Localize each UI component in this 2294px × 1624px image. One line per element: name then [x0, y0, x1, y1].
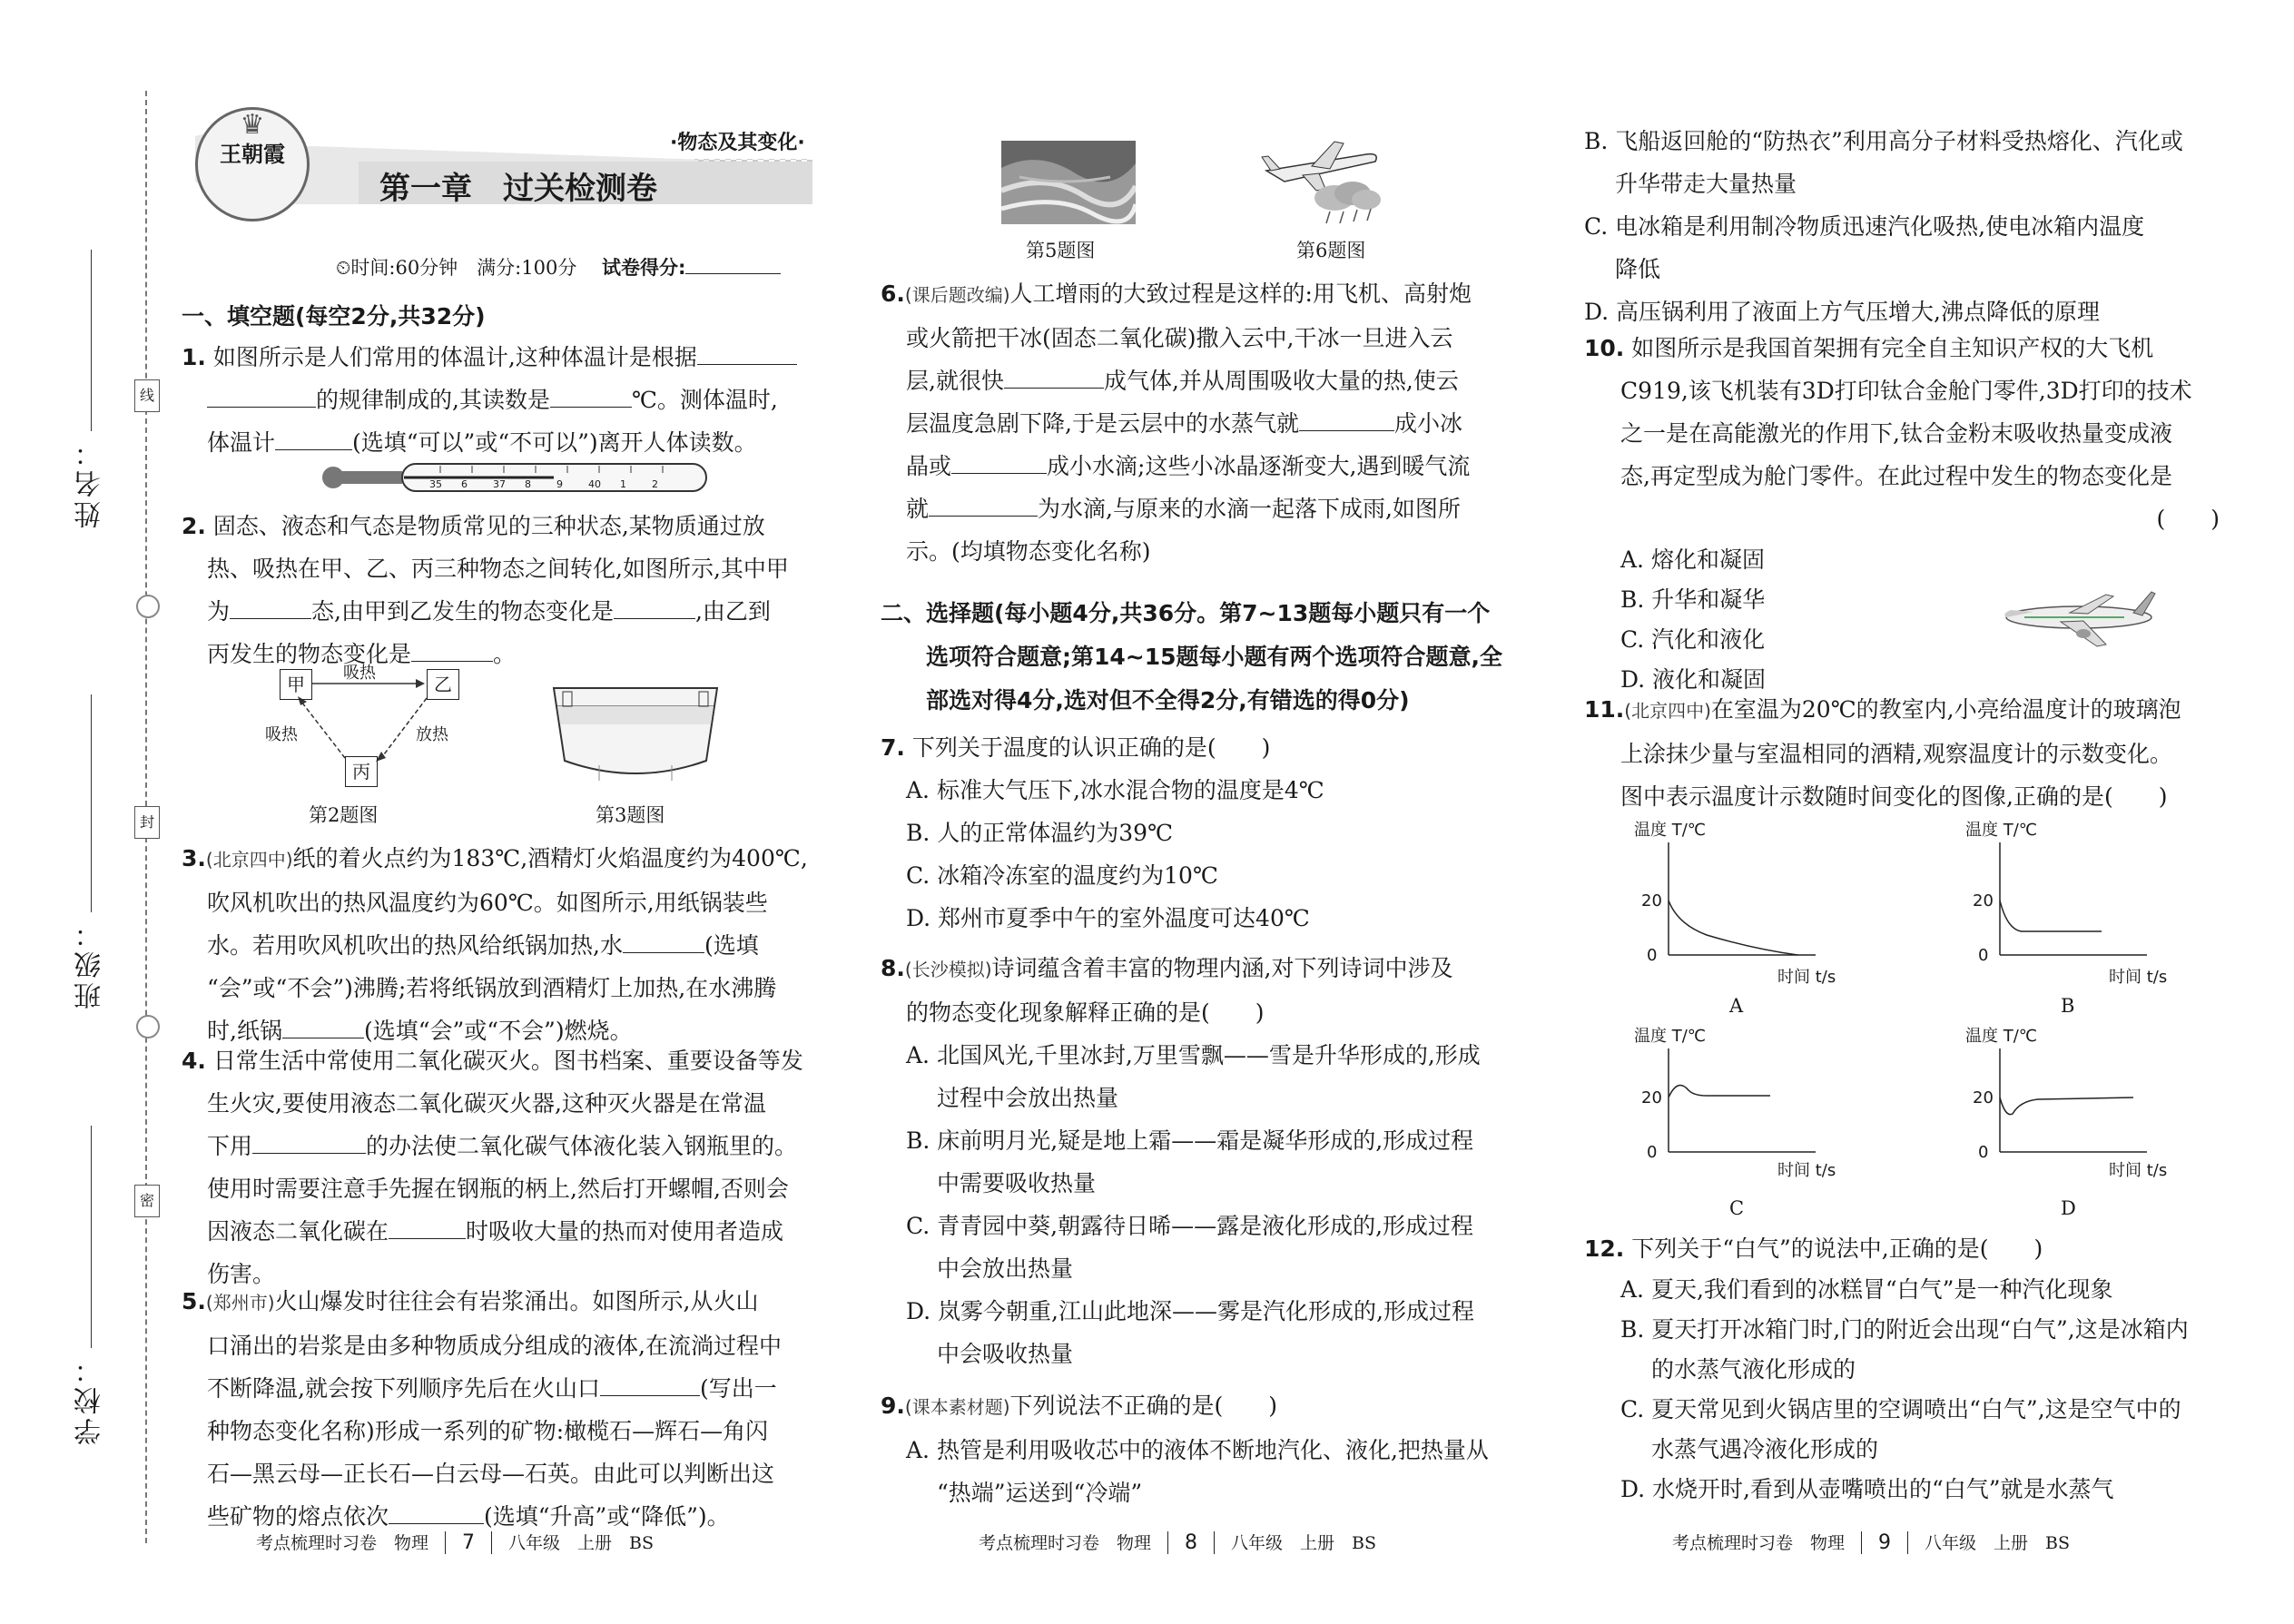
- score-label: 试卷得分:: [602, 257, 686, 279]
- q10-option-c[interactable]: C. 汽化和液化: [1620, 626, 1766, 653]
- score-field[interactable]: [685, 250, 781, 274]
- figure-6-caption: 第6题图: [1296, 240, 1366, 261]
- state-bing: 丙: [345, 756, 378, 787]
- question-7: 7. 下列关于温度的认识正确的是( ) A. 标准大气压下,冰水混合物的温度是4℃ B. 人的正常体温约为39℃ C. 冰箱冷冻室的温度约为10℃ D. 郑州市夏季中午的室外温度可达40℃: [881, 726, 1543, 940]
- figure-2-caption: 第2题图: [309, 804, 379, 826]
- question-4: 4. 日常生活中常使用二氧化碳灭火。图书档案、重要设备等发 生火灾,要使用液态二氧化碳灭火器,这种灭火器是在常温 下用 的办法使二氧化碳气体液化装入钢瓶里的。 使用时需要注意手先握在钢瓶的柄上,然后打开螺帽,否则会 因液态二氧化碳在 时吸收大量的热而对使用者造成 伤害。: [182, 1048, 803, 1287]
- q5-blank-2[interactable]: [389, 1500, 484, 1524]
- q12-option-c[interactable]: C. 夏天常见到火锅店里的空调喷出“白气”,这是空气中的: [1620, 1396, 2181, 1422]
- name-label: 姓名：: [74, 436, 106, 528]
- figure-3-caption: 第3题图: [596, 804, 665, 826]
- question-12: 12. 下列关于“白气”的说法中,正确的是( ) A. 夏天,我们看到的冰糕冒“白气”是一种汽化现象 B. 夏天打开冰箱门时,门的附近会出现“白气”,这是冰箱内 的水蒸气液化形成的 C. 夏天常见到火锅店里的空调喷出“白气”,这是空气中的 水蒸气遇冷液化形成的 D. 水烧开时,看到从壶嘴喷出的“白气”就是水蒸气: [1584, 1227, 2238, 1510]
- q7-option-b[interactable]: B. 人的正常体温约为39℃: [906, 820, 1174, 846]
- graph-b-label[interactable]: B: [2061, 995, 2075, 1017]
- q8-option-a[interactable]: A. 北国风光,千里冰封,万里雪飘——雪是升华形成的,形成: [906, 1042, 1481, 1068]
- footer-page-9: 考点梳理时习卷 物理 9 八年级 上册 BS: [1672, 1531, 2070, 1554]
- thermometer-figure: [313, 458, 713, 497]
- q1-blank-1b[interactable]: [207, 383, 316, 408]
- q10-option-d[interactable]: D. 液化和凝固: [1620, 666, 1767, 693]
- seal-mark-feng: 封: [134, 806, 160, 839]
- exam-meta: [336, 250, 781, 281]
- q6-blank-1[interactable]: [1004, 364, 1104, 389]
- q6-blank-2[interactable]: [1299, 407, 1394, 431]
- page-number: 9: [1861, 1531, 1908, 1554]
- state-jia: 甲: [280, 669, 312, 700]
- q10-option-a[interactable]: A. 熔化和凝固: [1620, 546, 1765, 573]
- graph-d-label[interactable]: D: [2061, 1197, 2076, 1219]
- q7-option-d[interactable]: D. 郑州市夏季中午的室外温度可达40℃: [906, 905, 1310, 931]
- c919-airplane-image: [1997, 581, 2156, 654]
- q5-blank-1[interactable]: [600, 1372, 700, 1396]
- question-6: 6.(课后题改编)人工增雨的大致过程是这样的:用飞机、高射炮 或火箭把干冰(固态二氧化碳)撒入云中,干冰一旦进入云 层,就很快 成气体,并从周围吸收大量的热,使云 层温度急剧下降,于是云层中的水蒸气就 成小冰 晶或 成小水滴;这些小冰晶逐渐变大,遇到暖气流 就 为水滴,与原来的水滴一起落下成雨,如图所 示。(均填物态变化名称): [881, 281, 1472, 565]
- class-label: 班级：: [74, 917, 106, 1009]
- question-11: 11.(北京四中)在室温为20℃的教室内,小亮给温度计的玻璃泡 上涂抹少量与室温相同的酒精,观察温度计的示数变化。 图中表示温度计示数随时间变化的图像,正确的是( ): [1584, 696, 2181, 810]
- question-5: 5.(郑州市)火山爆发时往往会有岩浆涌出。如图所示,从火山 口涌出的岩浆是由多种物质成分组成的液体,在流淌过程中 不断降温,就会按下列顺序先后在火山口 (写出一 种物态变化名称)形成一系列的矿物:橄榄石—辉石—角闪 石—黑云母—正长石—白云母—石英。由此可以判断出这 些矿物的熔点依次 (选填“升高”或“降低”)。: [182, 1288, 782, 1530]
- q8-option-d[interactable]: D. 岚雾今朝重,江山此地深——雾是汽化形成的,形成过程: [906, 1298, 1474, 1324]
- footer-page-8: 考点梳理时习卷 物理 8 八年级 上册 BS: [979, 1531, 1376, 1554]
- label-absorb-top: 吸热: [343, 664, 376, 683]
- q6-blank-3[interactable]: [951, 449, 1047, 474]
- q4-blank-1[interactable]: [252, 1129, 366, 1154]
- q9-option-c[interactable]: C. 电冰箱是利用制冷物质迅速汽化吸热,使电冰箱内温度: [1584, 213, 2145, 240]
- question-3: 3.(北京四中)纸的着火点约为183℃,酒精灯火焰温度约为400℃, 吹风机吹出的热风温度约为60℃。如图所示,用纸锅装些 水。若用吹风机吹出的热风给纸锅加热,水 (选填 “会”或“不会”)沸腾;若将纸锅放到酒精灯上加热,在水沸腾 时,纸锅 (选填“会”或“不会”)燃烧。: [182, 845, 808, 1044]
- graph-c-label[interactable]: C: [1729, 1197, 1745, 1219]
- thermo-tick-labels: 35 6 37 8 9 40 1 2: [429, 478, 658, 490]
- q4-blank-2[interactable]: [389, 1215, 466, 1239]
- q2-blank-3[interactable]: [411, 637, 493, 662]
- q12-option-a[interactable]: A. 夏天,我们看到的冰糕冒“白气”是一种汽化现象: [1620, 1276, 2113, 1303]
- seal-mark-mi: 密: [134, 1185, 160, 1217]
- footer-page-7: 考点梳理时习卷 物理 7 八年级 上册 BS: [256, 1531, 654, 1554]
- question-2: 2. 固态、液态和气态是物质常见的三种状态,某物质通过放 热、吸热在甲、乙、丙三种物态之间转化,如图所示,其中甲 为 态,由甲到乙发生的物态变化是 ,由乙到 丙发生的物态变化是 。: [182, 513, 789, 667]
- school-field[interactable]: [91, 1126, 92, 1348]
- graph-c-curve: [1669, 1086, 1770, 1097]
- q2-blank-1[interactable]: [230, 595, 311, 619]
- section-fill-blank: 一、填空题(每空2分,共32分): [182, 303, 486, 330]
- q9-option-b[interactable]: B. 飞船返回舱的“防热衣”利用高分子材料受热熔化、汽化或: [1584, 128, 2183, 154]
- q1-blank-1[interactable]: [697, 340, 797, 365]
- paper-pot-figure: [545, 679, 726, 788]
- q7-option-c[interactable]: C. 冰箱冷冻室的温度约为10℃: [906, 862, 1218, 889]
- graph-b-curve: [2000, 901, 2102, 931]
- seal-mark-xian: 线: [134, 379, 160, 412]
- question-8: 8.(长沙模拟)诗词蕴含着丰富的物理内涵,对下列诗词中涉及 的物态变化现象解释正确的是( ) A. 北国风光,千里冰封,万里雪飘——雪是升华形成的,形成 过程中会放出热量 B. 床前明月光,疑是地上霜——霜是凝华形成的,形成过程 中需要吸收热量 C. 青青园中葵,朝露待日晞——露是液化形成的,形成过程 中会放出热量 D. 岚雾今朝重,江山此地深——雾是汽化形成的,形成过程 中会吸收热量: [881, 947, 1543, 1375]
- state-diagram: [265, 664, 472, 794]
- graph-d-curve: [2000, 1097, 2133, 1115]
- q9-option-a[interactable]: A. 热管是利用吸收芯中的液体不断地汽化、液化,把热量从: [906, 1437, 1489, 1463]
- q12-option-d[interactable]: D. 水烧开时,看到从壶嘴喷出的“白气”就是水蒸气: [1620, 1476, 2114, 1502]
- page-title: 第一章 过关检测卷: [379, 171, 657, 207]
- airplane-cloud-figure: [1248, 134, 1389, 230]
- q10-option-b[interactable]: B. 升华和凝华: [1620, 586, 1766, 613]
- name-field[interactable]: [91, 250, 92, 431]
- q3-blank-2[interactable]: [282, 1014, 364, 1038]
- question-1: 1. 如图所示是人们常用的体温计,这种体温计是根据 的规律制成的,其读数是 ℃。测体温时, 体温计 (选填“可以”或“不可以”)离开人体读数。: [182, 336, 817, 464]
- label-release: 放热: [416, 725, 448, 744]
- brand-seal: [195, 107, 310, 221]
- section-multiple-choice: 二、选择题(每小题4分,共36分。第7~13题每小题只有一个 选项符合题意;第14~15题每小题有两个选项符合题意,全 部选对得4分,选对但不全得2分,有错选的得0分): [881, 600, 1503, 714]
- graph-a-label[interactable]: A: [1729, 995, 1744, 1017]
- binding-ornament-2: [136, 1015, 160, 1038]
- exam-time: ⏲时间:60分钟 满分:100分: [336, 257, 577, 279]
- class-field[interactable]: [91, 694, 92, 912]
- label-absorb-left: 吸热: [265, 725, 298, 744]
- graph-d: 温度 T/℃ 20 0 时间 t/s D: [1965, 1027, 2168, 1219]
- q6-blank-4[interactable]: [929, 492, 1038, 517]
- volcano-photo: [1001, 141, 1136, 224]
- q7-option-a[interactable]: A. 标准大气压下,冰水混合物的温度是4℃: [906, 777, 1324, 803]
- question-9-continued: B. 飞船返回舱的“防热衣”利用高分子材料受热熔化、汽化或 升华带走大量热量 C. 电冰箱是利用制冷物质迅速汽化吸热,使电冰箱内温度 降低 D. 高压锅利用了液面上方气压增大,沸点降低的原理: [1584, 120, 2238, 333]
- q2-blank-2[interactable]: [614, 595, 695, 619]
- state-yi: 乙: [427, 669, 459, 700]
- page-number: 8: [1167, 1531, 1215, 1554]
- graph-a-curve: [1669, 901, 1797, 955]
- crown-icon: ♛: [240, 109, 265, 141]
- graph-a: 温度 T/℃ 20 0 时间 t/s A: [1634, 821, 1836, 1017]
- school-label: 学校：: [74, 1353, 106, 1445]
- question-9: 9.(课本素材题)下列说法不正确的是( ) A. 热管是利用吸收芯中的液体不断地汽化、液化,把热量从 “热端”运送到“冷端”: [881, 1384, 1543, 1514]
- brand-name: 王朝霞: [220, 141, 285, 167]
- q1-blank-3[interactable]: [275, 426, 352, 450]
- q1-blank-2[interactable]: [550, 383, 632, 408]
- q12-option-b[interactable]: B. 夏天打开冰箱门时,门的附近会出现“白气”,这是冰箱内: [1620, 1316, 2189, 1343]
- graph-b: 温度 T/℃ 20 0 时间 t/s B: [1965, 821, 2168, 1017]
- series-label: ·物态及其变化·: [670, 132, 805, 154]
- question-10: 10. 如图所示是我国首架拥有完全自主知识产权的大飞机 C919,该飞机装有3D打印钛合金舱门零件,3D打印的技术 之一是在高能激光的作用下,钛合金粉末吸收热量变成液 态,再定型成为舱门零件。在此过程中发生的物态变化是 ( ) A. 熔化和凝固 B. 升华和凝华 C. 汽化和液化 D. 液化和凝固: [1584, 327, 2238, 700]
- q9-option-d[interactable]: D. 高压锅利用了液面上方气压增大,沸点降低的原理: [1584, 299, 2100, 325]
- page-number: 7: [445, 1531, 492, 1554]
- q8-option-c[interactable]: C. 青青园中葵,朝露待日晞——露是液化形成的,形成过程: [906, 1213, 1474, 1239]
- binding-ornament-1: [136, 595, 160, 618]
- graph-c: 温度 T/℃ 20 0 时间 t/s C: [1634, 1027, 1836, 1219]
- q8-option-b[interactable]: B. 床前明月光,疑是地上霜——霜是凝华形成的,形成过程: [906, 1127, 1474, 1154]
- figure-5-caption: 第5题图: [1026, 240, 1096, 261]
- q3-blank-1[interactable]: [623, 929, 704, 953]
